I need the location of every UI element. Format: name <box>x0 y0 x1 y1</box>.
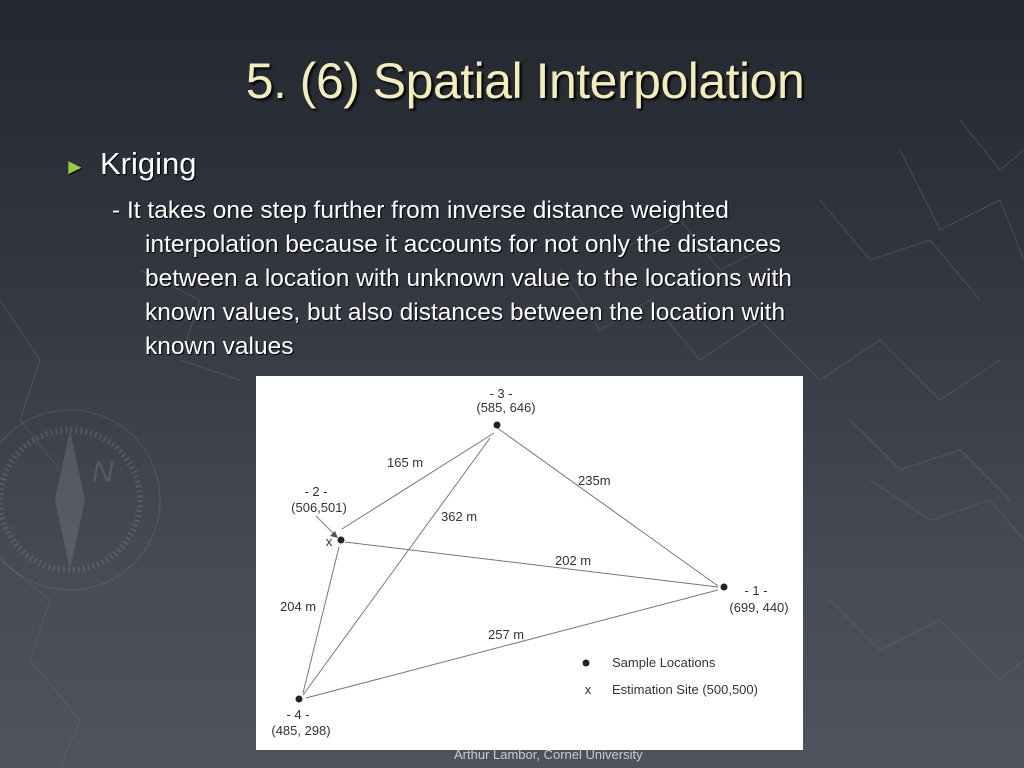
legend-estimation-site: Estimation Site (500,500) <box>612 682 758 697</box>
point-label-p3: - 3 - <box>489 386 513 401</box>
point-label-p1: - 1 - <box>744 583 768 598</box>
legend <box>583 655 758 697</box>
point-label-p2: - 2 - <box>304 484 328 499</box>
edge-label-p4-p1: 257 m <box>488 627 525 642</box>
edge-p2-p1 <box>345 542 718 587</box>
body-line: known values, but also distances between the location with <box>145 299 786 326</box>
edge-label-p2-p3: 165 m <box>387 455 424 470</box>
legend-x-icon: x <box>584 682 592 697</box>
point-coords-p4: (485, 298) <box>271 723 331 738</box>
svg-text:N: N <box>92 456 114 489</box>
legend-dot-icon <box>583 660 590 667</box>
body-line: interpolation because it accounts for not only the distances <box>145 231 782 258</box>
estimation-site-marker: x <box>325 534 333 549</box>
edge-label-p2-p4: 204 m <box>280 599 317 614</box>
edge-label-p2-p1: 202 m <box>555 553 592 568</box>
edge-p3-p1 <box>496 427 718 586</box>
footer-credit: Arthur Lambor, Cornel University <box>454 747 643 762</box>
point-label-p4: - 4 - <box>286 707 310 722</box>
legend-sample-locations: Sample Locations <box>612 655 716 670</box>
body-line: - It takes one step further from inverse distance weighted <box>112 197 729 224</box>
bullet-arrow-icon: ► <box>64 154 86 179</box>
compass-icon <box>0 410 160 590</box>
body-line: known values <box>145 333 294 360</box>
edge-label-p4-p3: 362 m <box>441 509 478 524</box>
bullet-label: Kriging <box>100 146 197 181</box>
slide-title: 5. (6) Spatial Interpolation <box>245 53 805 109</box>
body-line: between a location with unknown value to the locations with <box>145 265 792 292</box>
point-coords-p2: (506,501) <box>291 500 347 515</box>
point-coords-p1: (699, 440) <box>729 600 789 615</box>
edge-label-p3-p1: 235m <box>578 473 611 488</box>
edge-p4-p3 <box>303 438 490 695</box>
point-p2 <box>338 537 345 544</box>
point-p3 <box>494 422 501 429</box>
point-p1 <box>721 584 728 591</box>
point-p4 <box>296 696 303 703</box>
kriging-diagram <box>256 376 803 750</box>
point-coords-p3: (585, 646) <box>476 400 536 415</box>
body-paragraph <box>112 194 912 364</box>
